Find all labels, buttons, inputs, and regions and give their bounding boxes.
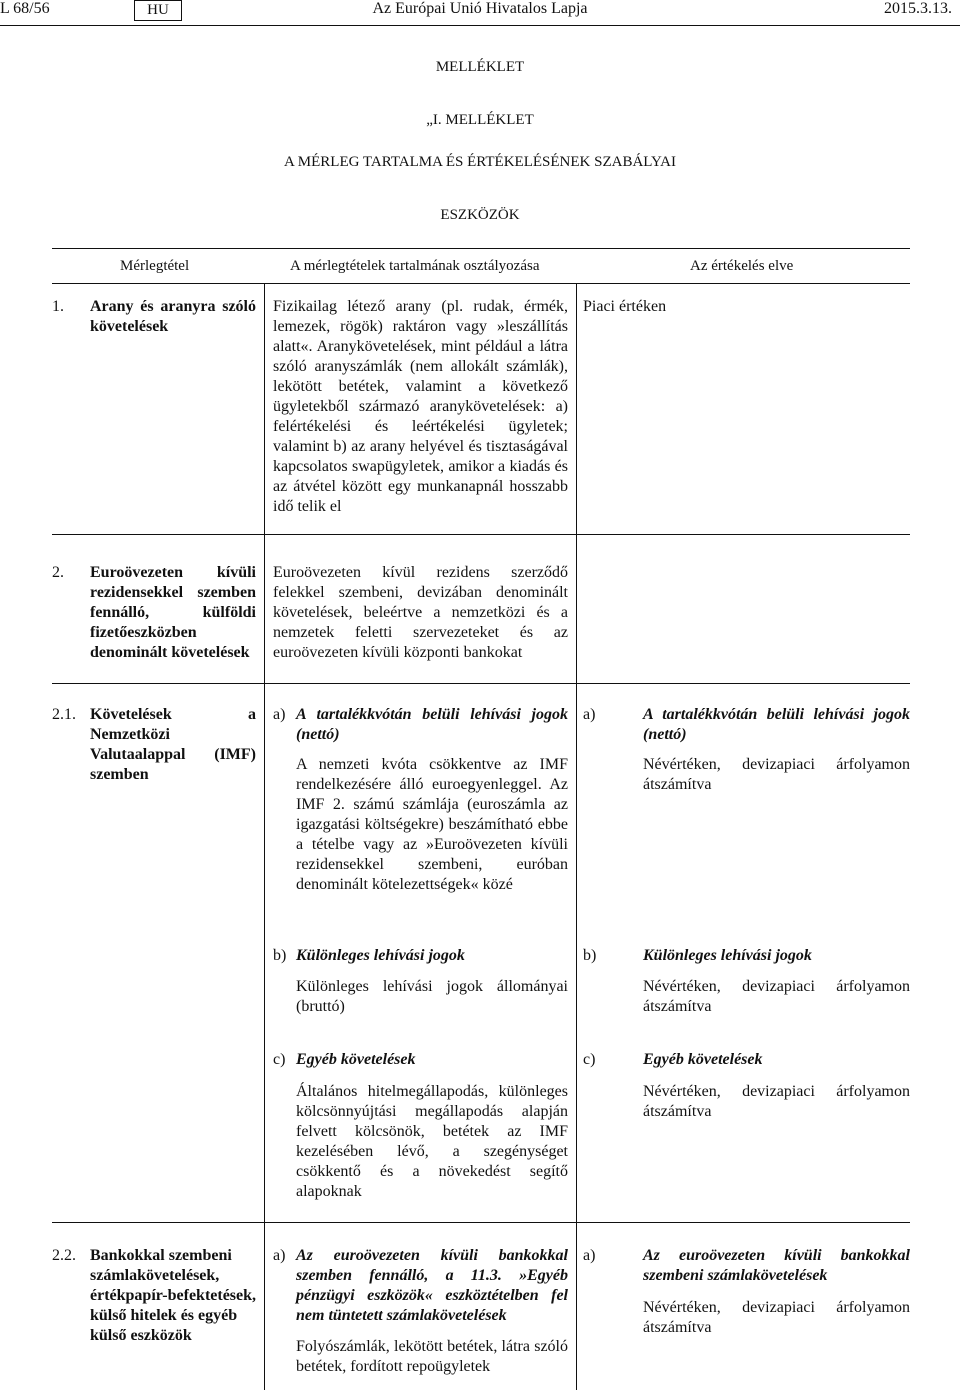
row-2-1-c-valuation-letter: c) <box>583 1051 596 1068</box>
row-2-1-b-valuation-letter: b) <box>583 947 597 964</box>
row-2-1-c-text: Általános hitelmegállapodás, különleges kölcsönnyújtási megállapodás alapján felvett kölcsönök, betétek az IMF kezelésében lévő, a szegénységet csökkentő és a növekedést segítő alapoknak <box>296 1083 568 1200</box>
column-header-classification: A mérlegtételek tartalmának osztályozása <box>290 258 540 274</box>
row-2-1-title: Követelések a Nemzetközi Valutaalappal (IMF) szemben <box>90 706 256 783</box>
page-reference: L 68/56 <box>0 0 50 17</box>
column-header-valuation: Az értékelés elve <box>690 258 794 274</box>
row-2-1-c-heading: Egyéb követelések <box>296 1051 416 1068</box>
row-2-2-a-valuation-heading: Az euroövezeten kívüli bankokkal szembeni számlakövetelések <box>643 1247 910 1284</box>
row-2-2-a-heading: Az euroövezeten kívüli bankokkal szemben fennálló, a 11.3. »Egyéb pénzügyi eszközök« eszköztételben fel nem tüntetett számlakövetelések <box>296 1247 568 1324</box>
row-1-valuation: Piaci értéken <box>583 298 667 315</box>
row-2-1-a-valuation-letter: a) <box>583 706 596 723</box>
row-1-rule <box>52 534 910 535</box>
row-1-title: Arany és aranyra szóló követelések <box>90 298 256 335</box>
row-2-1-number: 2.1. <box>52 706 76 723</box>
journal-title: Az Európai Unió Hivatalos Lapja <box>372 0 588 17</box>
row-2-1-rule <box>52 1222 910 1223</box>
publication-date: 2015.3.13. <box>884 0 952 17</box>
page-header <box>0 0 960 22</box>
row-2-content: Euroövezeten kívül rezidens szerződő felekkel szembeni, devizában denominált követelések, beleértve a nemzetközi és a nemzetek feletti szervezeteket és az euroövezeten kívüli központi bankokat <box>273 564 568 661</box>
annex-label: MELLÉKLET <box>435 59 525 75</box>
language-box: HU <box>134 0 182 21</box>
row-2-2-a-valuation-text: Névértéken, devizapiaci árfolyamon átszámítva <box>643 1299 910 1336</box>
table-header-rule <box>52 283 910 284</box>
row-2-number: 2. <box>52 564 64 581</box>
row-2-2-number: 2.2. <box>52 1247 76 1264</box>
row-1-content: Fizikailag létező arany (pl. rudak, érmék, lemezek, rögök) raktáron vagy »leszállítás alatt«. Aranykövetelések, mint például a látra szóló aranyszámlák (nem allokált számlák), lekötött betétek, valamint a következő ügyletekből származó aranykövetelések: a) felértékelési és leértékelési ügyletek; valamint b) az arany helyével és tisztaságával kapcsolatos swapügyletek, amikor a kiadás és az átvétel között egy munkanapnál hosszabb idő telik el <box>273 298 568 515</box>
row-2-1-a-text: A nemzeti kvóta csökkentve az IMF rendelkezésére álló euroegyenleggel. Az IMF 2. számú számlája (euroszámla az igazgatási költségekre) beszámítható ebbe a tételbe vagy az »Euroövezeten kívüli rezidensekkel szembeni, euróban denominált kötelezettségek« közé <box>296 756 568 893</box>
column-header-item: Mérlegtétel <box>120 258 190 274</box>
row-2-1-b-valuation-heading: Különleges lehívási jogok <box>643 947 812 964</box>
row-2-2-a-text: Folyószámlák, lekötött betétek, látra szóló betétek, fordított repoügyletek <box>296 1338 568 1375</box>
row-2-1-a-heading: A tartalékkvótán belüli lehívási jogok (nettó) <box>296 706 568 743</box>
row-2-1-b-letter: b) <box>273 947 287 964</box>
header-rule <box>0 25 960 26</box>
main-title: A MÉRLEG TARTALMA ÉS ÉRTÉKELÉSÉNEK SZABÁLYAI <box>284 154 676 170</box>
row-2-1-c-valuation-text: Névértéken, devizapiaci árfolyamon átszámítva <box>643 1083 910 1120</box>
row-2-1-c-valuation-heading: Egyéb követelések <box>643 1051 763 1068</box>
row-1-number: 1. <box>52 298 64 315</box>
row-2-rule <box>52 683 910 684</box>
row-2-2-title: Bankokkal szembeni számlakövetelések, értékpapír-befektetések, külső hitelek és egyéb külső eszközök <box>90 1247 257 1344</box>
row-2-1-b-valuation-text: Névértéken, devizapiaci árfolyamon átszámítva <box>643 978 910 1015</box>
column-divider-2 <box>576 283 577 1390</box>
row-2-1-c-letter: c) <box>273 1051 286 1068</box>
row-2-1-a-letter: a) <box>273 706 286 723</box>
annex-i-label: „I. MELLÉKLET <box>426 112 534 128</box>
row-2-1-a-valuation-text: Névértéken, devizapiaci árfolyamon átszámítva <box>643 756 910 793</box>
column-divider-1 <box>264 283 265 1390</box>
table-top-rule <box>52 248 910 249</box>
row-2-1-b-text: Különleges lehívási jogok állományai (bruttó) <box>296 978 568 1015</box>
row-2-title: Euroövezeten kívüli rezidensekkel szemben fennálló, külföldi fizetőeszközben denominált követelések <box>90 564 256 661</box>
row-2-1-a-valuation-heading: A tartalékkvótán belüli lehívási jogok (nettó) <box>643 706 910 743</box>
section-title: ESZKÖZÖK <box>440 207 520 223</box>
row-2-2-a-valuation-letter: a) <box>583 1247 596 1264</box>
row-2-1-b-heading: Különleges lehívási jogok <box>296 947 465 964</box>
row-2-2-a-letter: a) <box>273 1247 286 1264</box>
